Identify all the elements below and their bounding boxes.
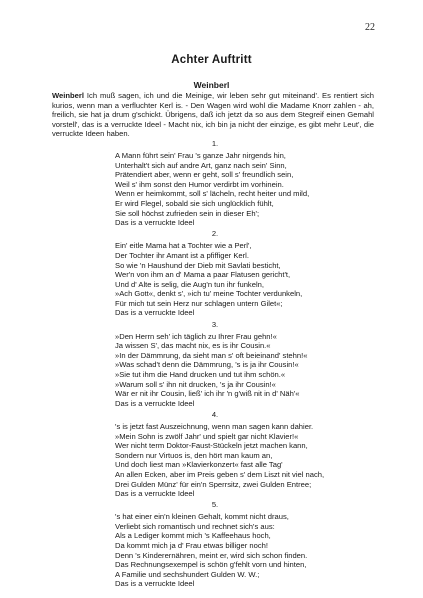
verse-line: »Sie tut ihm die Hand drucken und tut ihm schön.«	[115, 370, 286, 380]
verse-line: »Den Herrn seh' ich täglich zu Ihrer Frau gehn!«	[115, 331, 277, 341]
verse-line: Da kommt mich ja d' Frau etwas billiger noch!	[115, 541, 268, 551]
intro-speaker: Weinberl	[52, 91, 84, 100]
verse-number: 3.	[211, 319, 219, 329]
verse-line: A Mann führt sein' Frau 's ganze Jahr nirgends hin,	[115, 150, 286, 160]
verse-line: Wer nicht term Doktor-Faust-Stückeln jetzt machen kann,	[115, 441, 308, 451]
verse-line: Drei Gulden Münz' für ein'n Sperrsitz, zwei Gulden Entree;	[115, 479, 312, 489]
verse-2	[115, 229, 375, 318]
verse-line: Verliebt sich romantisch und rechnet sich's aus:	[115, 521, 275, 531]
verse-line: Unterhalt't sich auf andre Art, ganz nach sein' Sinn,	[115, 160, 287, 170]
verse-line: Für mich tut sein Herz nur schlagen untern Gilet«;	[115, 298, 283, 308]
song-verses	[115, 139, 375, 591]
verse-refrain: Das is a verruckte Ideel	[115, 308, 195, 318]
verse-line: »Mein Sohn is zwölf Jahr' und spielt gar nicht Klavier!«	[115, 431, 299, 441]
verse-line: Wär er nit ihr Cousin, ließ' ich ihr 'n g'wiß nit in d' Näh'«	[115, 389, 300, 399]
verse-line: Sondern nur Virtuos is, den hört man kaum an,	[115, 450, 273, 460]
verse-line: So wie 'n Haushund der Dieb mit Savlati besticht,	[115, 260, 281, 270]
speaker-heading: Weinberl	[193, 80, 230, 90]
act-title: Achter Auftritt	[171, 54, 252, 66]
verse-number: 1.	[211, 139, 219, 148]
verse-3	[115, 320, 375, 409]
verse-line: »Was schad't denn die Dämmrung, 's is ja ihr Cousin!«	[115, 360, 299, 370]
page-number: 22	[365, 22, 375, 33]
verse-line: »Ach Gott«, denkt s', »ich tu' meine Tochter verdunkeln,	[115, 289, 303, 299]
verse-line: Der Tochter ihr Amant ist a pfiffiger Kerl.	[115, 250, 249, 260]
verse-line: Prätendiert aber, wenn er geht, soll s' freundlich sein,	[115, 170, 294, 180]
verse-line: Und d' Alte is selig, die Aug'n tun ihr funkeln,	[115, 279, 264, 289]
verse-line: Ja wissen S', das macht nix, es is ihr Cousin.«	[115, 341, 271, 351]
verse-refrain: Das is a verruckte Ideel	[115, 218, 195, 228]
verse-line: Das Rechnungsexempel is schön g'fehlt vorn und hinten,	[115, 560, 307, 570]
verse-line: Ein' eitle Mama hat a Tochter wie a Perl',	[115, 241, 252, 251]
verse-1	[115, 139, 375, 228]
verse-line: Wenn er heimkommt, soll s' lächeln, recht heiter und mild,	[115, 189, 310, 199]
verse-line: Als a Lediger kommt mich 's Kaffeehaus hoch,	[115, 531, 271, 541]
verse-line: Er wird Flegel, sobald sie sich unglücklich fühlt,	[115, 198, 274, 208]
verse-4	[115, 410, 375, 499]
verse-line: Und doch liest man »Klavierkonzert« fast alle Tag'	[115, 460, 283, 470]
verse-line: 's hat einer ein'n kleinen Gehalt, kommt nicht draus,	[115, 512, 289, 522]
verse-line: A Familie und sechshundert Gulden W. W.;	[115, 569, 260, 579]
verse-line: »Warum soll s' ihn nit drucken, 's ja ihr Cousin!«	[115, 379, 276, 389]
verse-refrain: Das is a verruckte Ideel	[115, 398, 195, 408]
verse-refrain: Das is a verruckte Ideel	[115, 489, 195, 499]
verse-number: 4.	[211, 409, 219, 419]
verse-line: Denn 's Kinderernähren, meint er, wird sich schon finden.	[115, 550, 308, 560]
verse-number: 2.	[211, 229, 219, 239]
intro-paragraph	[52, 91, 374, 139]
verse-line: Sie soll höchst zufrieden sein in dieser Eh';	[115, 208, 260, 218]
verse-line: »In der Dämmrung, da sieht man s' oft beieinand' stehn!«	[115, 350, 308, 360]
verse-refrain: Das is a verruckte Ideel	[115, 579, 195, 589]
verse-line: Wer'n von ihm an d' Mama a paar Flatusen gericht't,	[115, 270, 291, 280]
verse-line: Weil s' ihm sonst den Humor verdirbt im vorhinein.	[115, 179, 284, 189]
intro-text: Ich muß sagen, ich und die Meinige, wir leben sehr gut miteinand'. Es rentiert sich kurios, wenn man a verfluchter Kerl is. - Den Wagen wird wohl die Madame Knorr zahlen - ah, freilich, sie hat ja drum g'schickt. Übrigens, daß ich jetzt da so aus dem Stegreif einen Gemahl vorstell', das is a verruckte Ideel - Macht nix, ich bin ja nicht der einzige, es gibt mehr Leut', die verruckte Ideen haben.	[52, 91, 374, 139]
verse-line: 's is jetzt fast Auszeichnung, wenn man sagen kann dahier.	[115, 421, 314, 431]
verse-5	[115, 500, 375, 589]
verse-number: 5.	[211, 500, 219, 510]
verse-line: An allen Ecken, aber im Preis geben s' dem Liszt nit viel nach,	[115, 469, 325, 479]
